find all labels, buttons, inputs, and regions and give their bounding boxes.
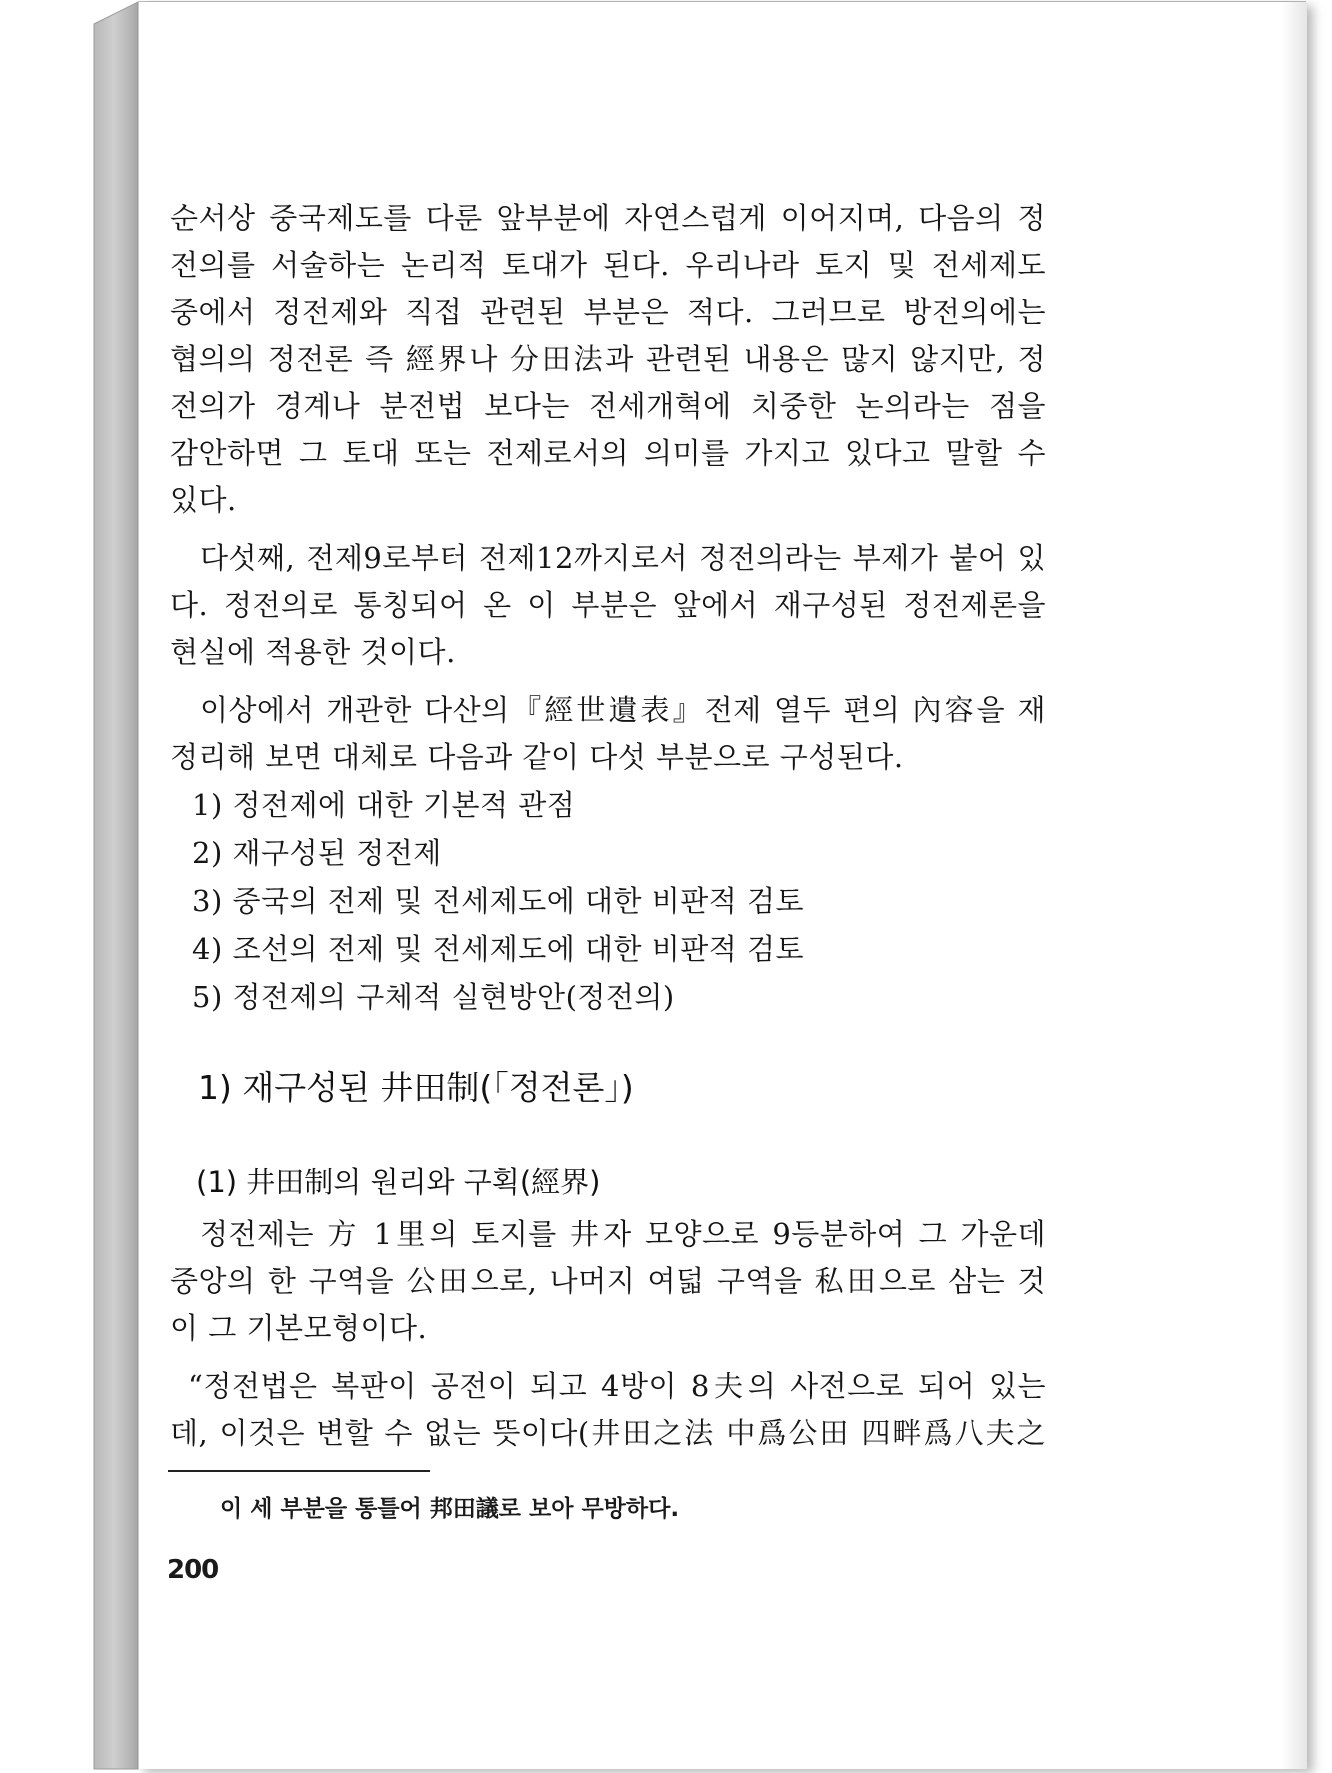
page-number: 200 — [167, 1555, 219, 1585]
paragraph-5-line-1: “정전법은 복판이 공전이 되고 4방이 8夫의 사전으로 되어 있는 — [188, 1369, 1046, 1403]
sub-heading: (1) 井田制의 원리와 구획(經界) — [196, 1165, 601, 1199]
paragraph-2-line-1: 다섯째, 전제9로부터 전제12까지로서 정전의라는 부제가 붙어 있 — [200, 541, 1046, 575]
paragraph-1-line-5: 전의가 경계나 분전법 보다는 전세개혁에 치중한 논의라는 점을 — [170, 389, 1046, 423]
paragraph-1-line-2: 전의를 서술하는 논리적 토대가 된다. 우리나라 토지 및 전세제도 — [170, 248, 1046, 282]
paragraph-1-line-4: 협의의 정전론 즉 經界나 分田法과 관련된 내용은 많지 않지만, 정 — [170, 342, 1046, 376]
paragraph-1-line-7: 있다. — [170, 483, 237, 517]
paragraph-4-line-3: 이 그 기본모형이다. — [170, 1311, 428, 1345]
footnote: 이 세 부분을 통틀어 邦田議로 보아 무방하다. — [220, 1496, 680, 1522]
paragraph-4-line-1: 정전제는 方 1里의 토지를 井자 모양으로 9등분하여 그 가운데 — [200, 1217, 1046, 1251]
paragraph-5-line-2: 데, 이것은 변할 수 없는 뜻이다(井田之法 中爲公田 四畔爲八夫之 — [170, 1416, 1046, 1450]
paragraph-1-line-1: 순서상 중국제도를 다룬 앞부분에 자연스럽게 이어지며, 다음의 정 — [170, 201, 1046, 235]
section-heading: 1) 재구성된 井田制(「정전론」) — [198, 1068, 634, 1107]
list-item-3: 3) 중국의 전제 및 전세제도에 대한 비판적 검토 — [192, 884, 805, 918]
list-item-4: 4) 조선의 전제 및 전세제도에 대한 비판적 검토 — [192, 932, 805, 966]
footnote-separator — [168, 1470, 430, 1472]
paragraph-4-line-2: 중앙의 한 구역을 公田으로, 나머지 여덟 구역을 私田으로 삼는 것 — [170, 1264, 1046, 1298]
paragraph-3-line-1: 이상에서 개관한 다산의『經世遺表』전제 열두 편의 內容을 재 — [200, 693, 1046, 727]
paragraph-3-line-2: 정리해 보면 대체로 다음과 같이 다섯 부분으로 구성된다. — [170, 740, 904, 774]
paragraph-1-line-6: 감안하면 그 토대 또는 전제로서의 의미를 가지고 있다고 말할 수 — [170, 436, 1046, 470]
list-item-5: 5) 정전제의 구체적 실현방안(정전의) — [192, 980, 675, 1014]
paragraph-2-line-3: 현실에 적용한 것이다. — [170, 635, 456, 669]
list-item-2: 2) 재구성된 정전제 — [192, 836, 442, 870]
list-item-1: 1) 정전제에 대한 기본적 관점 — [192, 788, 576, 822]
page-edge-shadow — [1281, 2, 1307, 1769]
paragraph-2-line-2: 다. 정전의로 통칭되어 온 이 부분은 앞에서 재구성된 정전제론을 — [170, 588, 1046, 622]
paragraph-1-line-3: 중에서 정전제와 직접 관련된 부분은 적다. 그러므로 방전의에는 — [170, 295, 1046, 329]
